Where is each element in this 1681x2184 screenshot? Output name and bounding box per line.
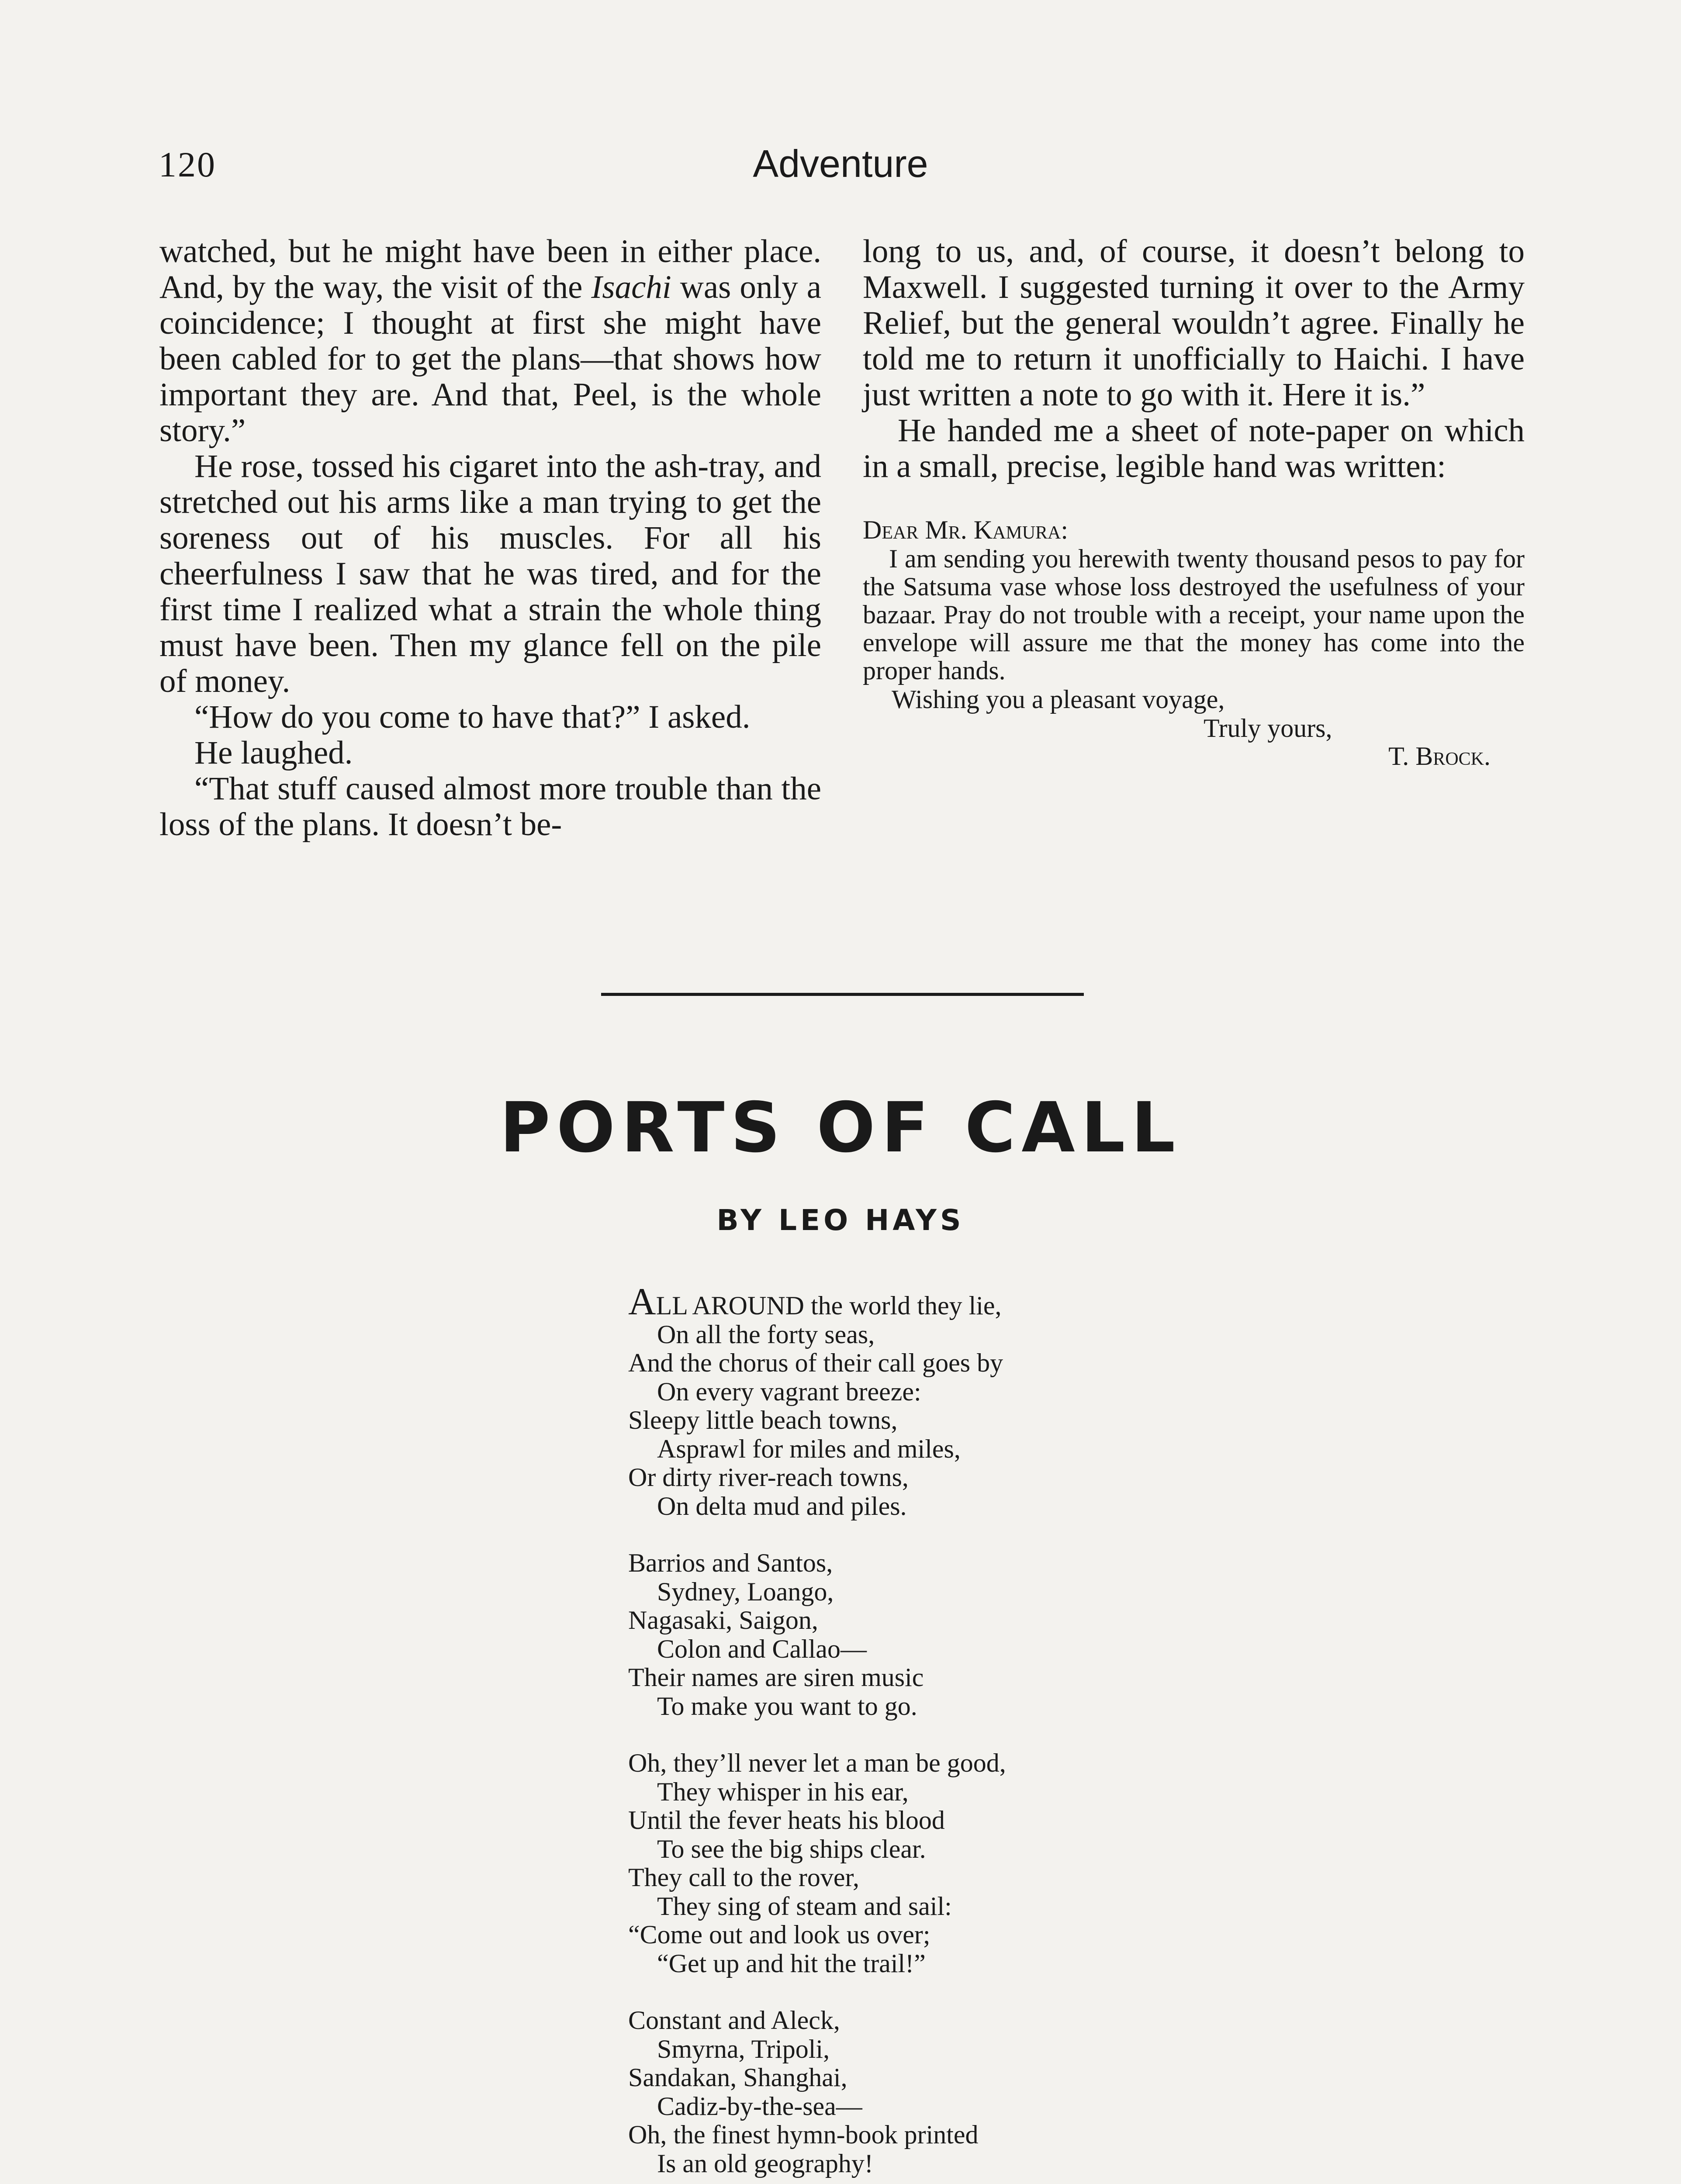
poem-line: Sleepy little beach towns, (628, 1406, 898, 1434)
poem-line: To make you want to go. (657, 1691, 917, 1721)
story-paragraph: He rose, tossed his cigaret into the ash-tray, and stretched out his arms like a man trying to get the soreness out of his muscles. For all his cheerfulness I saw that he was tired, and for the first time I realized what a strain the whole thing must have been. Then my glance fell on the pile of money. (159, 448, 821, 699)
running-head: Adventure (753, 142, 928, 185)
poem-line: “Come out and look us over; (628, 1920, 930, 1949)
poem-line-text: LL AROUND the world they lie, (656, 1291, 1002, 1320)
letter-closing: Truly yours, (1204, 714, 1332, 743)
poem-line: They whisper in his ear, (657, 1777, 909, 1806)
poem-line: Sydney, Loango, (657, 1577, 834, 1606)
poem-stanza (628, 1749, 1152, 1978)
letter-body: I am sending you herewith twenty thousand pesos to pay for the Satsuma vase whose loss destroyed the usefulness of your bazaar. Pray do not trouble with a receipt, your name upon the envelope will assure me that the money has come into the proper hands. (863, 544, 1525, 685)
ship-name: Isachi (591, 269, 671, 305)
poem-line: Their names are siren music (628, 1663, 924, 1692)
letter-signature: T. Brock. (1388, 742, 1491, 771)
poem-stanza (628, 2006, 1152, 2178)
poem-line: On every vagrant breeze: (657, 1377, 921, 1406)
story-paragraph: “How do you come to have that?” I asked. (194, 699, 751, 735)
letter-wish: Wishing you a pleasant voyage, (892, 685, 1225, 714)
story-column-left (159, 234, 821, 843)
story-paragraph: “That stuff caused almost more trouble than the loss of the plans. It doesn’t be- (159, 771, 821, 843)
poem-line: Nagasaki, Saigon, (628, 1606, 818, 1635)
poem-line: To see the big ships clear. (657, 1834, 926, 1863)
poem-line: They sing of steam and sail: (657, 1891, 952, 1921)
poem-stanza (628, 1281, 1152, 1521)
page-number: 120 (159, 145, 216, 184)
poem-line: Barrios and Santos, (628, 1548, 833, 1577)
poem-byline: BY LEO HAYS (716, 1203, 965, 1237)
poem-line: On all the forty seas, (657, 1320, 875, 1349)
story-paragraph: He laughed. (194, 735, 353, 771)
poem-line: Colon and Callao— (657, 1634, 867, 1663)
poem-body (628, 1281, 1152, 2184)
poem-line: Is an old geography! (657, 2149, 873, 2178)
story-column-right (863, 234, 1525, 770)
poem-line: “Get up and hit the trail!” (657, 1949, 926, 1978)
story-paragraph: He handed me a sheet of note-paper on which in a small, precise, legible hand was written: (863, 412, 1525, 484)
page-header (0, 144, 1681, 205)
letter-greeting: Dear Mr. Kamura: (863, 515, 1069, 544)
story-paragraph: long to us, and, of course, it doesn’t belong to Maxwell. I suggested turning it over to the Army Relief, but the general wouldn’t agree. Finally he told me to return it unofficially to Haichi. I have just written a note to go with it. Here it is.” (863, 233, 1525, 413)
drop-cap: A (628, 1281, 656, 1323)
poem-line (628, 1281, 1152, 1323)
section-divider (601, 993, 1084, 996)
story-paragraph: watched, but he might have been in either place. And, by the way, the visit of the Isachi was only a coincidence; I thought at first she might have been cabled for to get the plans—that shows how important they are. And that, Peel, is the whole story.” (159, 233, 822, 449)
poem-line: Smyrna, Tripoli, (657, 2034, 830, 2063)
poem-line: Oh, they’ll never let a man be good, (628, 1749, 1006, 1777)
poem-line: Sandakan, Shanghai, (628, 2063, 847, 2092)
poem-stanza (628, 1549, 1152, 1721)
note-letter (863, 516, 1525, 770)
poem-line: Constant and Aleck, (628, 2006, 840, 2035)
poem-line: Until the fever heats his blood (628, 1806, 945, 1835)
poem-line: Or dirty river-reach towns, (628, 1463, 909, 1492)
poem-line: Cadiz-by-the-sea— (657, 2091, 862, 2121)
poem-line: Oh, the finest hymn-book printed (628, 2120, 979, 2149)
poem-line: They call to the rover, (628, 1863, 860, 1892)
poem-line: On delta mud and piles. (657, 1491, 907, 1521)
poem-line: And the chorus of their call goes by (628, 1348, 1003, 1377)
poem-title: PORTS OF CALL (499, 1088, 1182, 1168)
poem-line: Asprawl for miles and miles, (657, 1434, 961, 1463)
